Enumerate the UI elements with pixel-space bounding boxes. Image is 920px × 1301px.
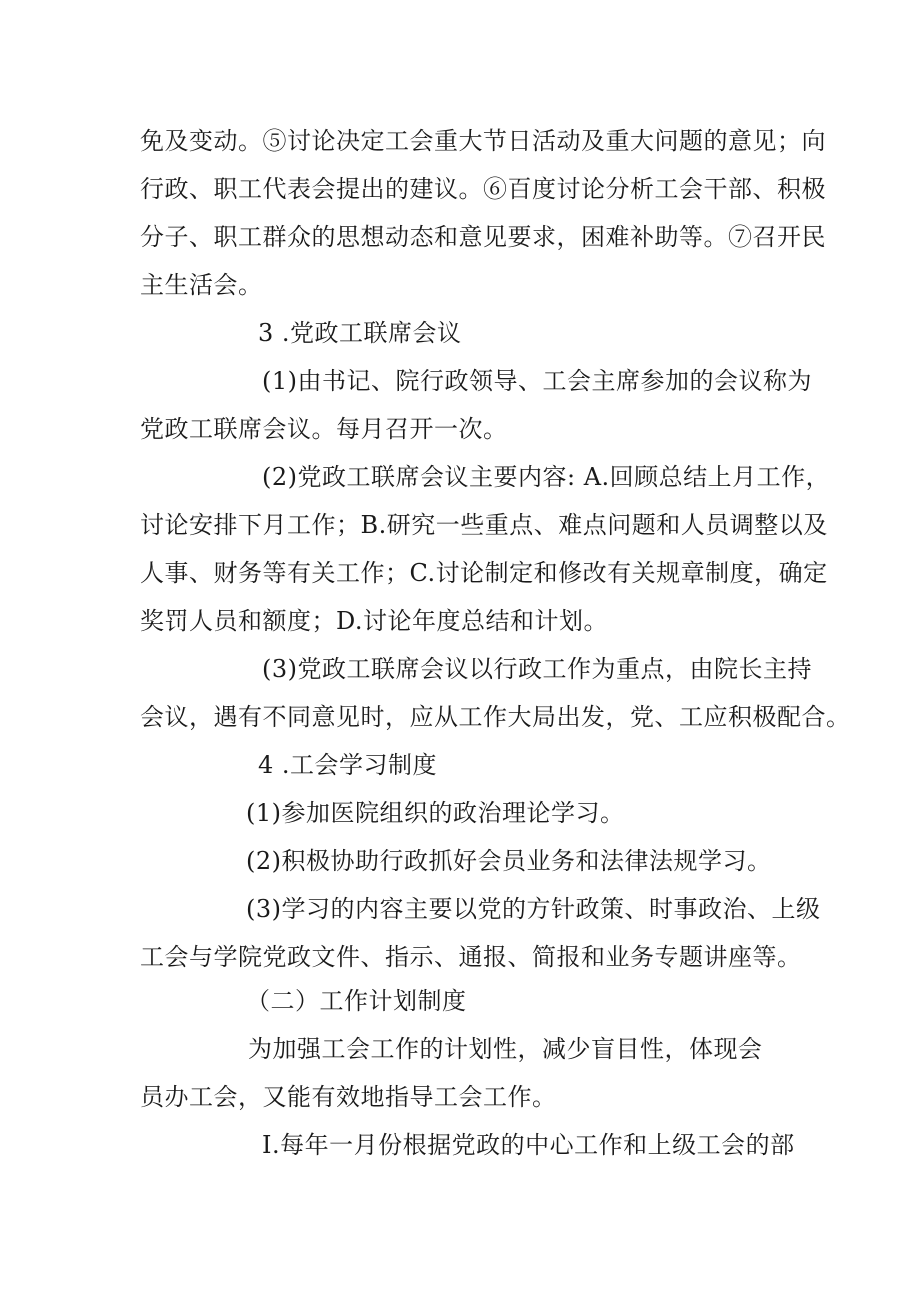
paragraph-line: 分子、职工群众的思想动态和意见要求，困难补助等。⑦召开民: [140, 223, 826, 251]
paragraph-line: 主生活会。: [140, 271, 263, 299]
section-heading-4: 4 .工会学习制度: [258, 751, 438, 779]
paragraph-line: 为加强工会工作的计划性，减少盲目性，体现会: [248, 1035, 763, 1063]
paragraph-line: 行政、职工代表会提出的建议。⑥百度讨论分析工会干部、积极: [140, 175, 826, 203]
paragraph-line: (2)积极协助行政抓好会员业务和法律法规学习。: [246, 847, 772, 875]
paragraph-line: 人事、财务等有关工作；C.讨论制定和修改有关规章制度，确定: [140, 559, 828, 587]
section-heading-3: 3 .党政工联席会议: [258, 319, 462, 347]
paragraph-line: I.每年一月份根据党政的中心工作和上级工会的部: [262, 1131, 795, 1159]
paragraph-line: 奖罚人员和额度；D.讨论年度总结和计划。: [140, 607, 609, 635]
paragraph-line: 免及变动。⑤讨论决定工会重大节日活动及重大问题的意见；向: [140, 127, 826, 155]
paragraph-line: 讨论安排下月工作；B.研究一些重点、难点问题和人员调整以及: [140, 511, 828, 539]
paragraph-line: (3)党政工联席会议以行政工作为重点，由院长主持: [262, 655, 812, 683]
paragraph-line: (1)参加医院组织的政治理论学习。: [246, 799, 625, 827]
paragraph-line: 党政工联席会议。每月召开一次。: [140, 415, 508, 443]
section-heading-sec2: （二）工作计划制度: [246, 987, 467, 1015]
paragraph-line: 员办工会，又能有效地指导工会工作。: [140, 1083, 557, 1111]
paragraph-line: 会议，遇有不同意见时，应从工作大局出发，党、工应积极配合。: [140, 703, 851, 731]
paragraph-line: (3)学习的内容主要以党的方针政策、时事政治、上级: [246, 895, 821, 923]
paragraph-line: 工会与学院党政文件、指示、通报、简报和业务专题讲座等。: [140, 943, 802, 971]
paragraph-line: (2)党政工联席会议主要内容: A.回顾总结上月工作，: [262, 463, 831, 491]
paragraph-line: (1)由书记、院行政领导、工会主席参加的会议称为: [262, 367, 812, 395]
